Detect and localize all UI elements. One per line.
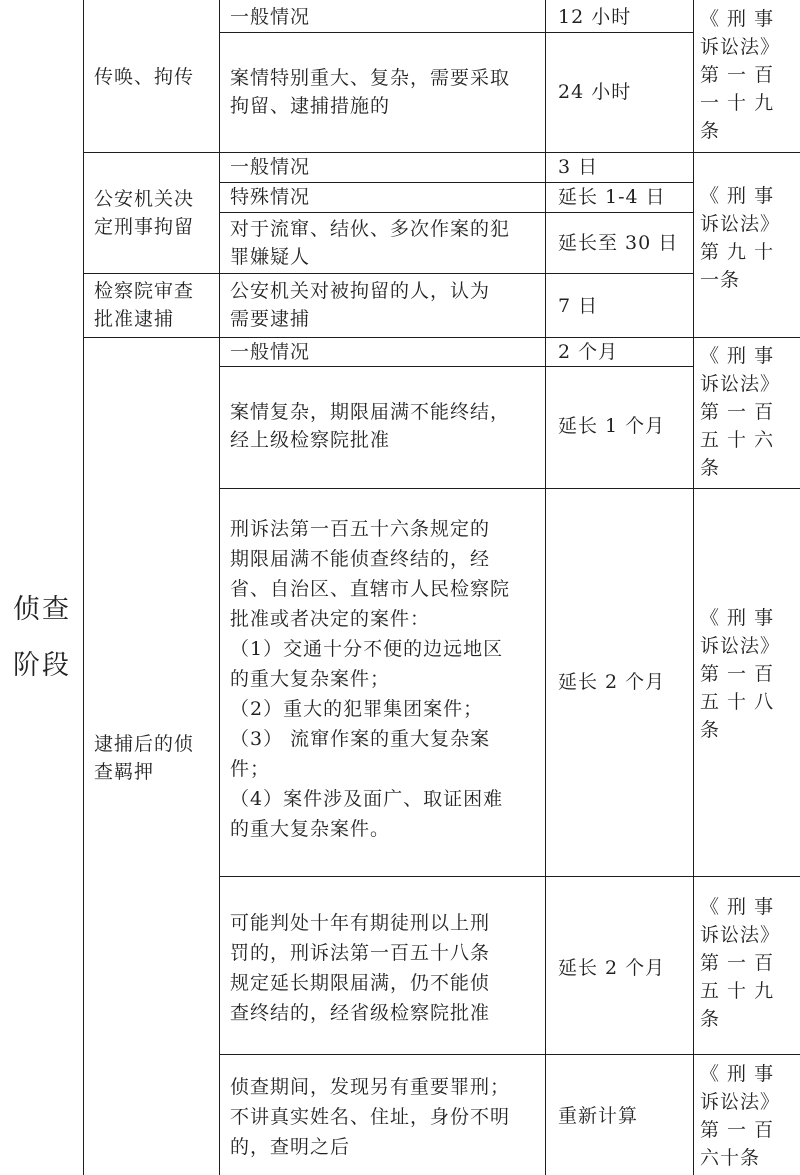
grid-line xyxy=(83,152,800,153)
law-reference: 《 刑 事 诉讼法》 第 一 百 五 十 九 条 xyxy=(700,896,781,1030)
row-title-summons: 传唤、拘传 xyxy=(94,66,195,88)
grid-line xyxy=(219,488,800,489)
row-title-custody: 逮捕后的侦 查羁押 xyxy=(94,733,195,783)
stage-label: 侦查 阶段 xyxy=(13,594,71,681)
case-cell: 特殊情况 xyxy=(230,186,311,208)
grid-line xyxy=(219,0,220,1175)
grid-line xyxy=(693,0,694,1175)
row-title-approval: 检察院审查 批准逮捕 xyxy=(94,280,195,330)
limit-cell: 延长 1 个月 xyxy=(558,415,666,437)
case-cell: 刑诉法第一百五十六条规定的 期限届满不能侦查终结的，经 省、自治区、直辖市人民检察院 批准或者决定的案件： （1）交通十分不便的边远地区 的重大复杂案件； （2）重大的犯罪集团案件； （3） 流窜作案的重大复杂案 件； （4）案件涉及面广、取证困难 的重大复杂案件。 xyxy=(230,518,511,840)
limit-cell: 2 个月 xyxy=(558,341,619,363)
case-cell: 一般情况 xyxy=(230,341,311,363)
case-cell: 案情特别重大、复杂，需要采取 拘留、逮捕措施的 xyxy=(230,67,511,117)
law-reference: 《 刑 事 诉讼法》 第 一 百 五 十 八 条 xyxy=(700,607,781,741)
law-reference: 《 刑 事 诉讼法》 第 九 十 一条 xyxy=(700,185,781,291)
case-cell: 案情复杂，期限届满不能终结， 经上级检察院批准 xyxy=(230,401,511,451)
grid-line xyxy=(83,337,800,338)
limit-cell: 延长 2 个月 xyxy=(558,671,666,693)
case-cell: 侦查期间，发现另有重要罪刑； 不讲真实姓名、住址，身份不明 的，查明之后 xyxy=(230,1076,511,1158)
limit-cell: 延长 2 个月 xyxy=(558,957,666,979)
row-title-detention: 公安机关决 定刑事拘留 xyxy=(94,188,195,238)
limit-cell: 重新计算 xyxy=(558,1105,639,1127)
law-reference: 《 刑 事 诉讼法》 第 一 百 五 十 六 条 xyxy=(700,345,781,479)
law-reference: 《 刑 事 诉讼法》 第 一 百 一 十 九 条 xyxy=(700,8,781,142)
limit-cell: 7 日 xyxy=(558,295,599,317)
grid-line xyxy=(545,0,546,1175)
limit-cell: 3 日 xyxy=(558,156,599,178)
grid-line xyxy=(83,273,693,274)
law-reference: 《 刑 事 诉讼法》 第 一 百 六十条 xyxy=(700,1063,781,1169)
limit-cell: 24 小时 xyxy=(558,81,632,103)
grid-line xyxy=(219,1054,800,1055)
grid-line xyxy=(219,876,800,877)
grid-line xyxy=(219,32,693,33)
grid-line xyxy=(219,366,693,367)
limit-cell: 12 小时 xyxy=(558,6,632,28)
case-cell: 一般情况 xyxy=(230,6,311,28)
limit-cell: 延长 1-4 日 xyxy=(558,186,666,208)
case-cell: 可能判处十年有期徒刑以上刑 罚的，刑诉法第一百五十八条 规定延长期限届满，仍不能侦 查终结的，经省级检察院批准 xyxy=(230,912,491,1024)
grid-line xyxy=(219,212,693,213)
limit-cell: 延长至 30 日 xyxy=(558,232,679,254)
case-cell: 对于流窜、结伙、多次作案的犯 罪嫌疑人 xyxy=(230,218,511,268)
case-cell: 公安机关对被拘留的人，认为 需要逮捕 xyxy=(230,280,491,330)
case-cell: 一般情况 xyxy=(230,156,311,178)
